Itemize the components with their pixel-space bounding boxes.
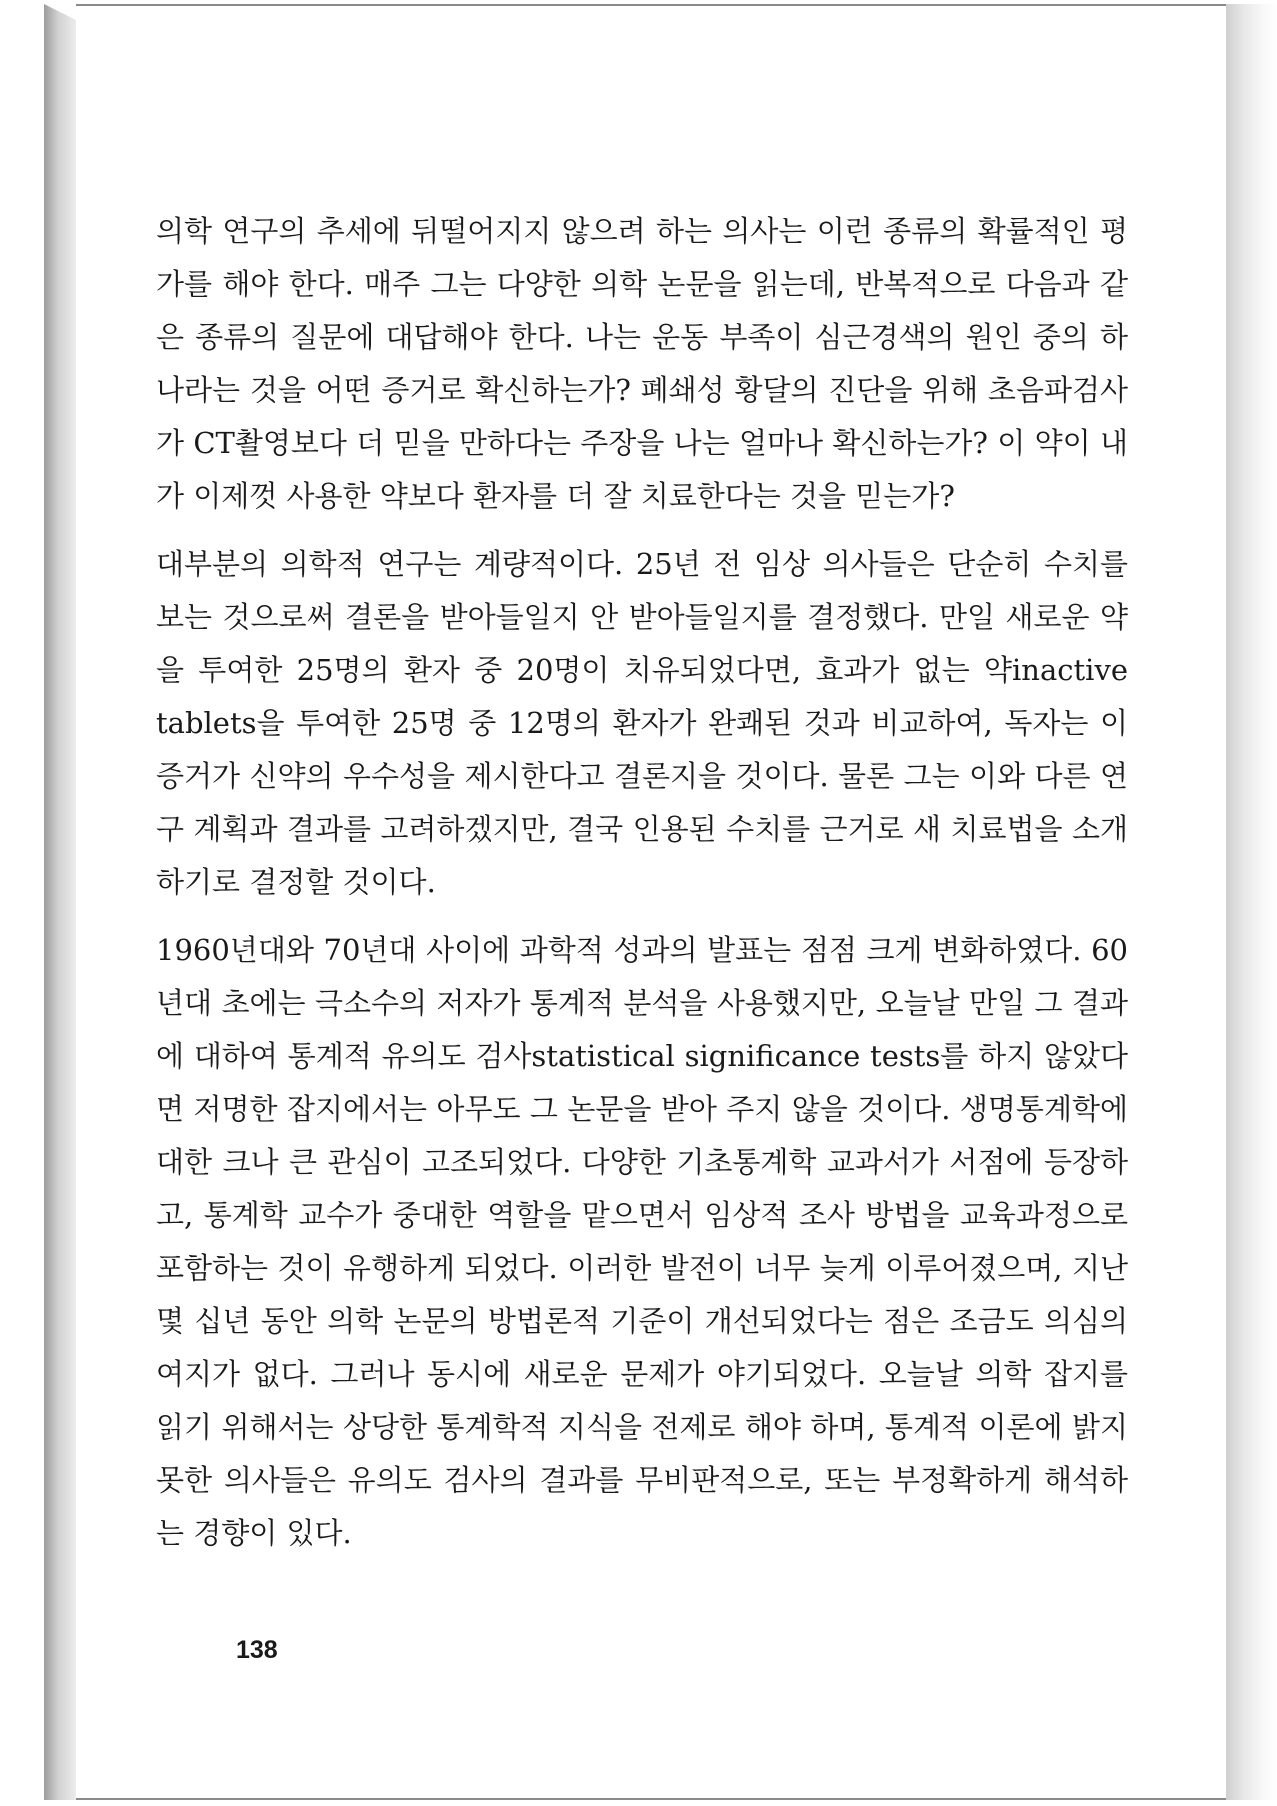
paragraph-2: 대부분의 의학적 연구는 계량적이다. 25년 전 임상 의사들은 단순히 수치를 보는 것으로써 결론을 받아들일지 안 받아들일지를 결정했다. 만일 새로운 약을 투여한 25명의 환자 중 20명이 치유되었다면, 효과가 없는 약inactive tablets을 투여한 25명 중 12명의 환자가 완쾌된 것과 비교하여, 독자는 이 증거가 신약의 우수성을 제시한다고 결론지을 것이다. 물론 그는 이와 다른 연구 계획과 결과를 고려하겠지만, 결국 인용된 수치를 근거로 새 치료법을 소개하기로 결정할 것이다. [156,547,1128,899]
body-text [156,205,1128,1575]
spine-corner [44,4,76,20]
paragraph-3: 1960년대와 70년대 사이에 과학적 성과의 발표는 점점 크게 변화하였다. 60년대 초에는 극소수의 저자가 통계적 분석을 사용했지만, 오늘날 만일 그 결과에 대하여 통계적 유의도 검사statistical significance tests를 하지 않았다면 저명한 잡지에서는 아무도 그 논문을 받아 주지 않을 것이다. 생명통계학에 대한 크나 큰 관심이 고조되었다. 다양한 기초통계학 교과서가 서점에 등장하고, 통계학 교수가 중대한 역할을 맡으면서 임상적 조사 방법을 교육과정으로 포함하는 것이 유행하게 되었다. 이러한 발전이 너무 늦게 이루어졌으며, 지난 몇 십년 동안 의학 논문의 방법론적 기준이 개선되었다는 점은 조금도 의심의 여지가 없다. 그러나 동시에 새로운 문제가 야기되었다. 오늘날 의학 잡지를 읽기 위해서는 상당한 통계학적 지식을 전제로 해야 하며, 통계적 이론에 밝지 못한 의사들은 유의도 검사의 결과를 무비판적으로, 또는 부정확하게 해석하는 경향이 있다. [156,933,1128,1550]
book-spine [44,4,76,1800]
page-edge-shadow [1226,4,1277,1800]
page-number: 138 [236,1636,278,1664]
paragraph-1: 의학 연구의 추세에 뒤떨어지지 않으려 하는 의사는 이런 종류의 확률적인 평가를 해야 한다. 매주 그는 다양한 의학 논문을 읽는데, 반복적으로 다음과 같은 종류의 질문에 대답해야 한다. 나는 운동 부족이 심근경색의 원인 중의 하나라는 것을 어떤 증거로 확신하는가? 폐쇄성 황달의 진단을 위해 초음파검사가 CT촬영보다 더 믿을 만하다는 주장을 나는 얼마나 확신하는가? 이 약이 내가 이제껏 사용한 약보다 환자를 더 잘 치료한다는 것을 믿는가? [156,214,1128,513]
